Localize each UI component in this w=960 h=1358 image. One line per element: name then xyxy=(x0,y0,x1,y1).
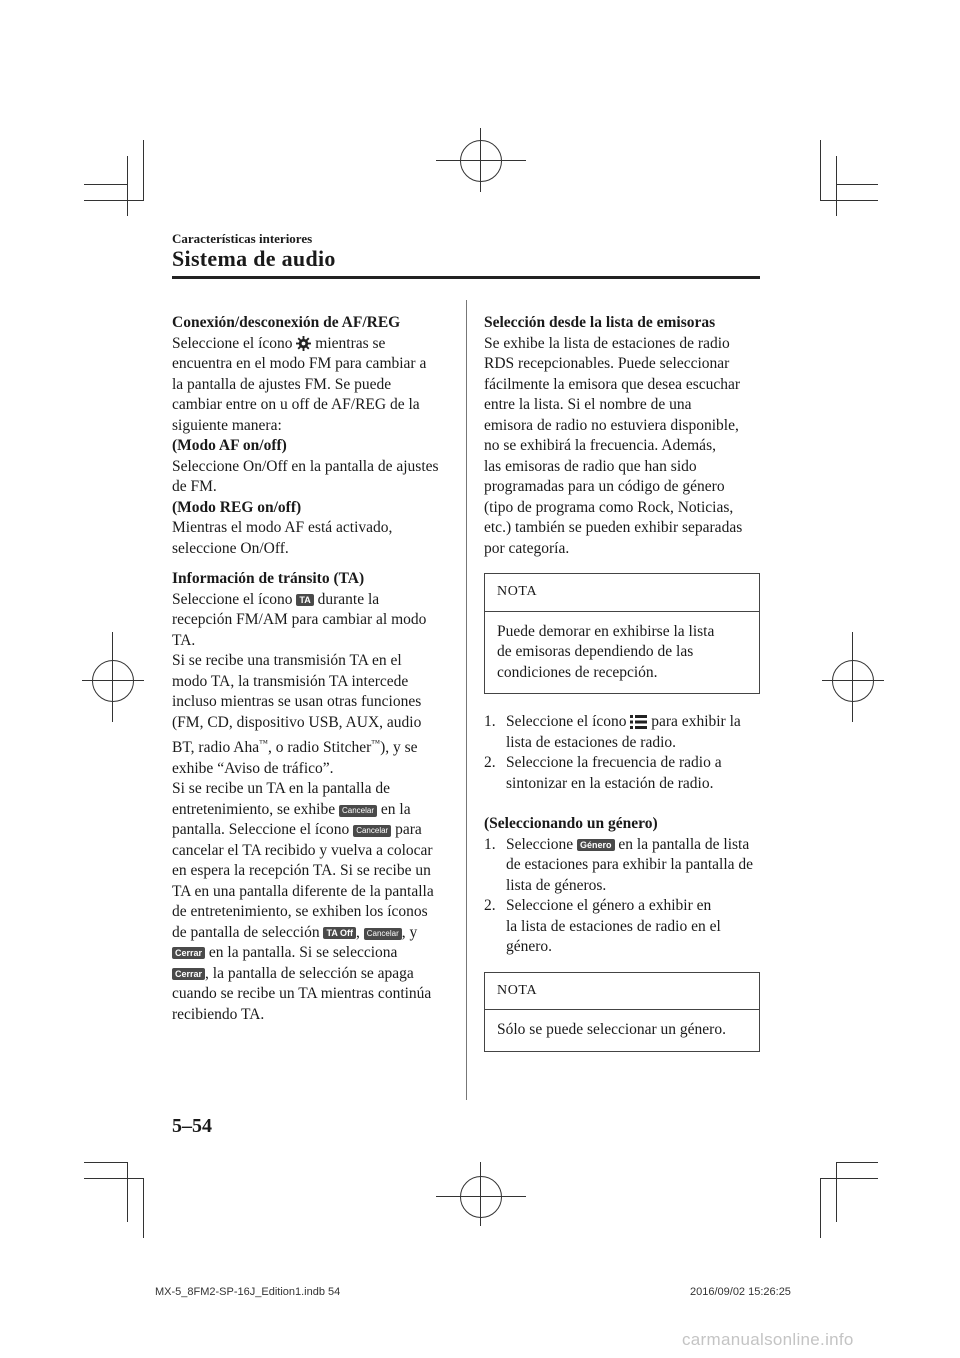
left-column xyxy=(172,313,454,1025)
ta-line-16: de entretenimiento, se exhiben los íconos xyxy=(172,903,428,921)
ta-line-20: cuando se recibe un TA mientras continúa xyxy=(172,985,432,1003)
ta-heading: Información de tránsito (TA) xyxy=(172,570,365,587)
cancelar-chip: Cancelar xyxy=(353,825,391,837)
reg-mode-line-1: Mientras el modo AF está activado, xyxy=(172,519,393,536)
ta-line-8: BT, radio Aha™, o radio Stitcher™), y se xyxy=(172,738,418,757)
header-rule xyxy=(172,276,760,279)
list-line-3: fácilmente la emisora que desea escuchar xyxy=(484,375,741,393)
list-line-11: por categoría. xyxy=(484,539,570,557)
right-column xyxy=(484,313,760,1070)
ta-line-17: de pantalla de selección TA Off , Cancelar , y xyxy=(172,923,418,941)
ta-line-6: incluso mientras se usan otras funciones xyxy=(172,693,422,710)
note-box-1 xyxy=(484,573,760,694)
list-line-6: no se exhibirá la frecuencia. Además, xyxy=(484,437,716,454)
afreg-line-1: Seleccione el ícono mientras se xyxy=(172,334,386,352)
cerrar-chip: Cerrar xyxy=(172,968,205,980)
list-line-4: entre la lista. Si el nombre de una xyxy=(484,396,692,413)
note-box-2 xyxy=(484,972,760,1052)
footer-timestamp: 2016/09/02 15:26:25 xyxy=(690,1286,791,1298)
note-line-1: Puede demorar en exhibirse la lista xyxy=(497,622,715,640)
ta-line-9: exhibe “Aviso de tráfico”. xyxy=(172,759,334,777)
af-mode-line-2: de FM. xyxy=(172,478,217,495)
genero-chip: Género xyxy=(577,839,615,851)
page-number: 5–54 xyxy=(172,1115,212,1137)
column-divider xyxy=(466,300,467,1100)
list-line-9: (tipo de programa como Rock, Noticias, xyxy=(484,498,734,516)
af-mode-label: (Modo AF on/off) xyxy=(172,437,287,454)
gear-icon xyxy=(296,336,311,351)
ta-line-21: recibiendo TA. xyxy=(172,1005,265,1023)
list-line-7: las emisoras de radio que han sido xyxy=(484,457,697,475)
ta-line-15: TA en una pantalla diferente de la pantalla xyxy=(172,882,434,900)
list-heading: Selección desde la lista de emisoras xyxy=(484,314,716,331)
ta-line-10: Si se recibe un TA en la pantalla de xyxy=(172,780,390,798)
note-line-2: de emisoras dependiendo de las xyxy=(497,643,694,660)
ta-line-18: Cerrar en la pantalla. Si se selecciona xyxy=(172,943,454,964)
list-line-8: programadas para un código de género xyxy=(484,478,725,495)
ta-line-11: entretenimiento, se exhibe Cancelar en la xyxy=(172,800,411,818)
ta-line-5: modo TA, la transmisión TA intercede xyxy=(172,672,409,690)
ta-line-13: cancelar el TA recibido y vuelva a colocar xyxy=(172,841,433,859)
note-title: NOTA xyxy=(485,574,759,612)
step-1: 1. Seleccione el ícono para exhibir la lista de estaciones de radio. xyxy=(484,713,741,751)
list-icon xyxy=(630,715,647,729)
watermark: carmanualsonline.info xyxy=(682,1330,854,1349)
ta-line-2: recepción FM/AM para cambiar al modo xyxy=(172,611,427,628)
ta-line-4: Si se recibe una transmisión TA en el xyxy=(172,652,402,669)
ta-chip: TA xyxy=(296,594,313,606)
cancelar-chip: Cancelar xyxy=(364,928,402,940)
genre-step-1: 1. Seleccione Género en la pantalla de lista de estaciones para exhibir la pantalla de lista de géneros. xyxy=(484,835,754,894)
list-line-1: Se exhibe la lista de estaciones de radio xyxy=(484,334,730,352)
ta-line-3: TA. xyxy=(172,631,196,649)
footer-file: MX-5_8FM2-SP-16J_Edition1.indb 54 xyxy=(155,1286,341,1298)
steps-list xyxy=(484,712,760,794)
af-mode-line-1: Seleccione On/Off en la pantalla de ajustes xyxy=(172,457,439,475)
genre-heading: (Seleccionando un género) xyxy=(484,815,658,832)
note-title: NOTA xyxy=(485,973,759,1011)
afreg-line-2: encuentra en el modo FM para cambiar a xyxy=(172,355,427,372)
list-line-2: RDS recepcionables. Puede seleccionar xyxy=(484,355,730,372)
step-2: 2. Seleccione la frecuencia de radio a sintonizar en la estación de radio. xyxy=(484,754,722,792)
section-label: Características interiores xyxy=(172,231,313,246)
note-2-text: Sólo se puede seleccionar un género. xyxy=(497,1021,726,1038)
cancelar-chip: Cancelar xyxy=(339,805,377,817)
afreg-heading: Conexión/desconexión de AF/REG xyxy=(172,314,401,331)
afreg-line-5: siguiente manera: xyxy=(172,416,282,434)
ta-line-7: (FM, CD, dispositivo USB, AUX, audio xyxy=(172,713,422,731)
note-line-3: condiciones de recepción. xyxy=(497,663,658,681)
list-line-10: etc.) también se pueden exhibir separadas xyxy=(484,519,743,536)
ta-off-chip: TA Off xyxy=(323,927,356,939)
ta-line-12: pantalla. Seleccione el ícono Cancelar para xyxy=(172,821,422,839)
cerrar-chip: Cerrar xyxy=(172,947,205,959)
ta-line-19: Cerrar , la pantalla de selección se apaga xyxy=(172,964,454,985)
genre-step-2: 2. Seleccione el género a exhibir en la lista de estaciones de radio en el género. xyxy=(484,897,721,955)
list-line-5: emisora de radio no estuviera disponible, xyxy=(484,416,739,434)
reg-mode-line-2: seleccione On/Off. xyxy=(172,539,289,557)
ta-line-14: en espera la recepción TA. Si se recibe un xyxy=(172,862,431,880)
afreg-line-4: cambiar entre on u off de AF/REG de la xyxy=(172,396,420,413)
reg-mode-label: (Modo REG on/off) xyxy=(172,498,302,516)
section-title: Sistema de audio xyxy=(172,246,336,271)
ta-line-1: Seleccione el ícono TA durante la xyxy=(172,590,380,608)
genre-steps-list xyxy=(484,835,760,958)
afreg-line-3: la pantalla de ajustes FM. Se puede xyxy=(172,375,392,393)
